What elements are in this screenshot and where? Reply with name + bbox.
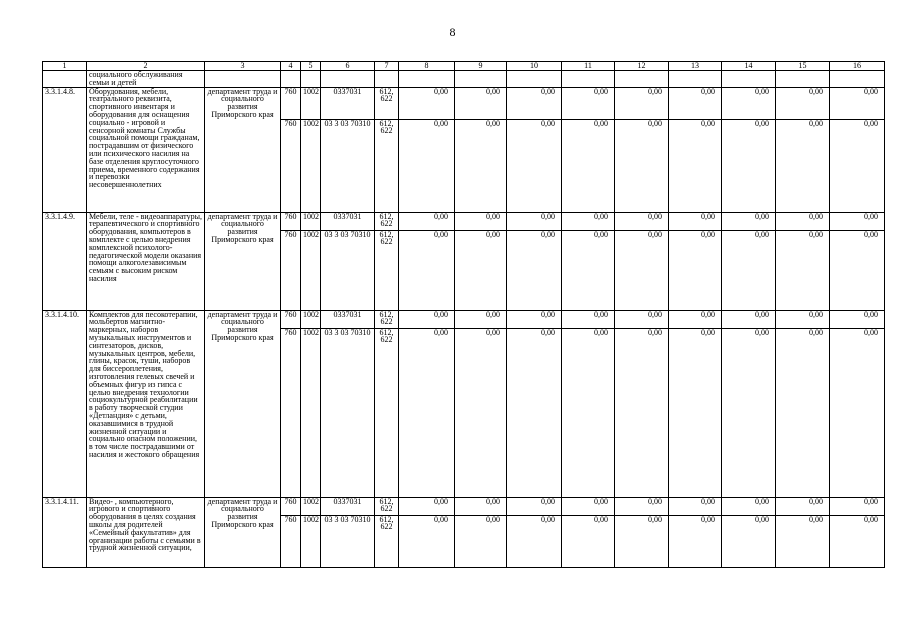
department-cell: департамент труда и социального развития Приморского края: [205, 310, 281, 497]
column-number-header: 5: [301, 62, 321, 71]
expense-type-cell: 612, 622: [375, 328, 399, 497]
continuation-row: [43, 71, 885, 88]
ministry-code-cell: 760: [281, 515, 301, 567]
amount-cell: 0,00: [615, 328, 669, 497]
section-code-cell: 1002: [301, 310, 321, 328]
amount-cell: 0,00: [507, 328, 562, 497]
amount-cell: 0,00: [669, 515, 722, 567]
target-code-cell: 03 3 03 70310: [321, 119, 375, 212]
empty-cell: [301, 71, 321, 88]
empty-cell: [722, 71, 776, 88]
amount-cell: 0,00: [776, 119, 830, 212]
amount-cell: 0,00: [507, 310, 562, 328]
column-number-header: 3: [205, 62, 281, 71]
header-row: [43, 62, 885, 71]
empty-cell: [830, 71, 885, 88]
column-number-header: 6: [321, 62, 375, 71]
amount-cell: 0,00: [455, 230, 507, 310]
amount-cell: 0,00: [399, 328, 455, 497]
amount-cell: 0,00: [455, 119, 507, 212]
expense-type-cell: 612, 622: [375, 230, 399, 310]
amount-cell: 0,00: [507, 119, 562, 212]
amount-cell: 0,00: [615, 212, 669, 230]
amount-cell: 0,00: [615, 310, 669, 328]
row-id-cell: 3.3.1.4.10.: [43, 310, 87, 497]
budget-table: [42, 61, 885, 568]
section-code-cell: 1002: [301, 515, 321, 567]
amount-cell: 0,00: [669, 230, 722, 310]
amount-cell: 0,00: [776, 230, 830, 310]
empty-cell: [776, 71, 830, 88]
column-number-header: 1: [43, 62, 87, 71]
ministry-code-cell: 760: [281, 87, 301, 119]
amount-cell: 0,00: [722, 87, 776, 119]
amount-cell: 0,00: [455, 87, 507, 119]
row-id-cell: 3.3.1.4.8.: [43, 87, 87, 212]
column-number-header: 14: [722, 62, 776, 71]
target-code-cell: 03 3 03 70310: [321, 328, 375, 497]
amount-cell: 0,00: [455, 212, 507, 230]
expense-type-cell: 612, 622: [375, 119, 399, 212]
column-number-header: 12: [615, 62, 669, 71]
column-number-header: 13: [669, 62, 722, 71]
amount-cell: 0,00: [399, 212, 455, 230]
column-number-header: 8: [399, 62, 455, 71]
amount-cell: 0,00: [455, 310, 507, 328]
amount-cell: 0,00: [722, 119, 776, 212]
section-code-cell: 1002: [301, 119, 321, 212]
amount-cell: 0,00: [776, 515, 830, 567]
amount-cell: 0,00: [669, 212, 722, 230]
column-number-header: 15: [776, 62, 830, 71]
amount-cell: 0,00: [830, 87, 885, 119]
amount-cell: 0,00: [669, 87, 722, 119]
amount-cell: 0,00: [562, 230, 615, 310]
amount-cell: 0,00: [507, 230, 562, 310]
amount-cell: 0,00: [562, 328, 615, 497]
amount-cell: 0,00: [399, 497, 455, 515]
section-code-cell: 1002: [301, 230, 321, 310]
amount-cell: 0,00: [722, 310, 776, 328]
amount-cell: 0,00: [399, 230, 455, 310]
amount-cell: 0,00: [830, 515, 885, 567]
empty-cell: [615, 71, 669, 88]
amount-cell: 0,00: [615, 497, 669, 515]
empty-cell: [375, 71, 399, 88]
amount-cell: 0,00: [830, 310, 885, 328]
empty-cell: [205, 71, 281, 88]
amount-cell: 0,00: [669, 119, 722, 212]
amount-cell: 0,00: [615, 119, 669, 212]
amount-cell: 0,00: [776, 310, 830, 328]
section-code-cell: 1002: [301, 328, 321, 497]
amount-cell: 0,00: [507, 497, 562, 515]
description-cell: Оборудования, мебели, театрального реквизита, спортивного инвентаря и оборудования для оснащения социально - игровой и сенсорной комнаты Службы социальной помощи гражданам, пострадавшим от физического или психического насилия на базе отделения круглосуточного приема, временного содержания и перевозки несовершеннолетних: [87, 87, 205, 212]
amount-cell: 0,00: [830, 328, 885, 497]
description-cell: социального обслуживания семьи и детей: [87, 71, 205, 88]
empty-cell: [669, 71, 722, 88]
amount-cell: 0,00: [722, 212, 776, 230]
column-number-header: 4: [281, 62, 301, 71]
section-code-cell: 1002: [301, 87, 321, 119]
department-cell: департамент труда и социального развития Приморского края: [205, 212, 281, 310]
amount-cell: 0,00: [507, 87, 562, 119]
ministry-code-cell: 760: [281, 230, 301, 310]
column-number-header: 10: [507, 62, 562, 71]
amount-cell: 0,00: [399, 119, 455, 212]
amount-cell: 0,00: [562, 497, 615, 515]
expense-type-cell: 612, 622: [375, 515, 399, 567]
amount-cell: 0,00: [776, 212, 830, 230]
amount-cell: 0,00: [615, 515, 669, 567]
amount-cell: 0,00: [507, 515, 562, 567]
column-number-header: 9: [455, 62, 507, 71]
department-cell: департамент труда и социального развития Приморского края: [205, 497, 281, 567]
column-number-header: 2: [87, 62, 205, 71]
row-id-cell: 3.3.1.4.9.: [43, 212, 87, 310]
amount-cell: 0,00: [830, 119, 885, 212]
ministry-code-cell: 760: [281, 119, 301, 212]
ministry-code-cell: 760: [281, 310, 301, 328]
amount-cell: 0,00: [830, 497, 885, 515]
column-number-header: 16: [830, 62, 885, 71]
empty-cell: [399, 71, 455, 88]
target-code-cell: 03 3 03 70310: [321, 230, 375, 310]
department-cell: департамент труда и социального развития Приморского края: [205, 87, 281, 212]
amount-cell: 0,00: [776, 497, 830, 515]
table-row: [43, 310, 885, 328]
amount-cell: 0,00: [562, 212, 615, 230]
amount-cell: 0,00: [399, 310, 455, 328]
amount-cell: 0,00: [615, 87, 669, 119]
empty-cell: [281, 71, 301, 88]
expense-type-cell: 612, 622: [375, 497, 399, 515]
amount-cell: 0,00: [722, 328, 776, 497]
section-code-cell: 1002: [301, 212, 321, 230]
amount-cell: 0,00: [722, 497, 776, 515]
ministry-code-cell: 760: [281, 212, 301, 230]
empty-cell: [321, 71, 375, 88]
amount-cell: 0,00: [562, 310, 615, 328]
amount-cell: 0,00: [722, 515, 776, 567]
row-id-cell: 3.3.1.4.11.: [43, 497, 87, 567]
amount-cell: 0,00: [776, 87, 830, 119]
ministry-code-cell: 760: [281, 328, 301, 497]
table-row: [43, 212, 885, 230]
amount-cell: 0,00: [669, 310, 722, 328]
amount-cell: 0,00: [399, 515, 455, 567]
amount-cell: 0,00: [562, 87, 615, 119]
amount-cell: 0,00: [562, 515, 615, 567]
amount-cell: 0,00: [507, 212, 562, 230]
section-code-cell: 1002: [301, 497, 321, 515]
target-code-cell: 03 3 03 70310: [321, 515, 375, 567]
target-code-cell: 0337031: [321, 212, 375, 230]
target-code-cell: 0337031: [321, 87, 375, 119]
description-cell: Видео- , компьютерного, игрового и спортивного оборудования в целях создания школы для родителей «Семейный факультатив» для организации работы с семьями в трудной жизненной ситуации,: [87, 497, 205, 567]
target-code-cell: 0337031: [321, 310, 375, 328]
expense-type-cell: 612, 622: [375, 212, 399, 230]
amount-cell: 0,00: [776, 328, 830, 497]
amount-cell: 0,00: [562, 119, 615, 212]
expense-type-cell: 612, 622: [375, 87, 399, 119]
amount-cell: 0,00: [455, 515, 507, 567]
empty-cell: [455, 71, 507, 88]
description-cell: Комплектов для песокотерапии, мольбертов магнитно-маркерных, наборов музыкальных инструментов и синтезаторов, дисков, музыкальных центров, мебели, глины, красок, туши, наборов для биссероплетения, изготовления гелевых свечей и объемных фигур из гипса с целью внедрения технологии социокультурной реабилитации в работу творческой студии «Детландия» с детьми, оказавшимися в трудной жизненной ситуации и социально опасном положении, в том числе пострадавшими от насилия и жестокого обращения: [87, 310, 205, 497]
amount-cell: 0,00: [455, 328, 507, 497]
amount-cell: 0,00: [722, 230, 776, 310]
target-code-cell: 0337031: [321, 497, 375, 515]
table-row: [43, 497, 885, 515]
amount-cell: 0,00: [455, 497, 507, 515]
page-number: 8: [449, 25, 456, 39]
expense-type-cell: 612, 622: [375, 310, 399, 328]
empty-cell: [507, 71, 562, 88]
amount-cell: 0,00: [399, 87, 455, 119]
amount-cell: 0,00: [830, 212, 885, 230]
amount-cell: 0,00: [615, 230, 669, 310]
amount-cell: 0,00: [669, 497, 722, 515]
amount-cell: 0,00: [830, 230, 885, 310]
amount-cell: 0,00: [669, 328, 722, 497]
description-cell: Мебели, теле - видеоаппаратуры, терапевтического и спортивного оборудования, компьютеров в комплекте с целью внедрения комплексной психолого-педагогической модели оказания помощи алкоголезависимым семьям с высоким риском насилия: [87, 212, 205, 310]
column-number-header: 7: [375, 62, 399, 71]
empty-cell: [562, 71, 615, 88]
column-number-header: 11: [562, 62, 615, 71]
table-row: [43, 87, 885, 119]
row-id-cell: [43, 71, 87, 88]
ministry-code-cell: 760: [281, 497, 301, 515]
